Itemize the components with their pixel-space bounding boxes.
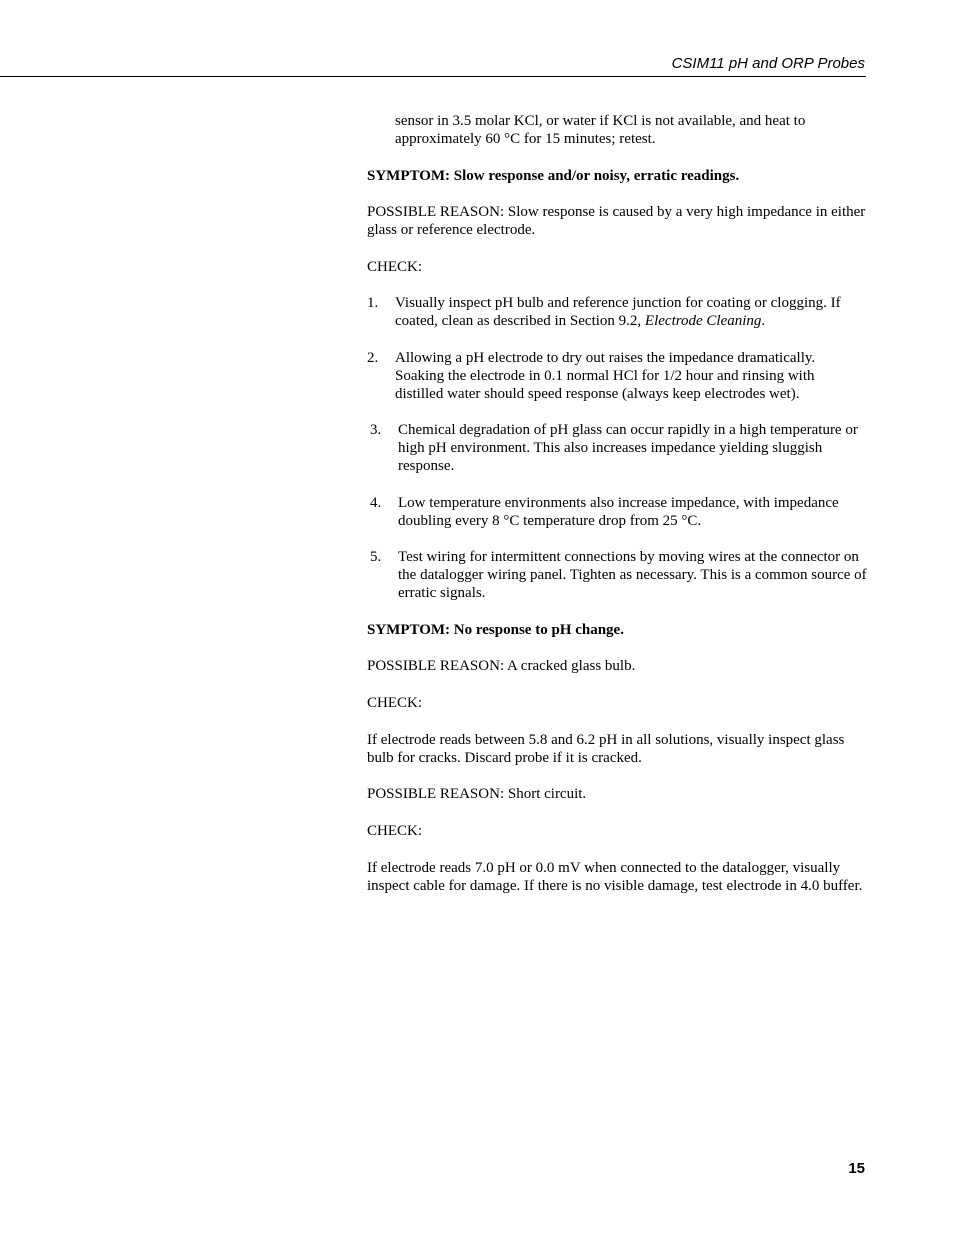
list-number: 3. (370, 422, 382, 438)
symptom-heading: SYMPTOM: No response to pH change. (367, 622, 624, 638)
possible-reason: POSSIBLE REASON: Slow response is caused by a very high impedance in either glass or reference electrode. (367, 204, 866, 238)
list-text-main: Visually inspect pH bulb and reference junction for coating or clogging. If coated, clean as described in Section 9.2, (395, 295, 841, 329)
continued-paragraph: sensor in 3.5 molar KCl, or water if KCl is not available, and heat to approximately 60 °C for 15 minutes; retest. (395, 113, 806, 147)
possible-reason: POSSIBLE REASON: Short circuit. (367, 786, 587, 802)
list-number: 2. (367, 350, 379, 366)
list-number: 4. (370, 495, 382, 511)
check-paragraph: If electrode reads 7.0 pH or 0.0 mV when connected to the datalogger, visually inspect cable for damage. If there is no visible damage, test electrode in 4.0 buffer. (367, 860, 863, 894)
list-text-end: . (761, 313, 766, 329)
list-number: 1. (367, 295, 379, 311)
possible-reason: POSSIBLE REASON: A cracked glass bulb. (367, 658, 636, 674)
check-label: CHECK: (367, 259, 423, 275)
list-number: 5. (370, 549, 382, 565)
list-text (395, 294, 866, 330)
section-reference: Electrode Cleaning (644, 313, 762, 329)
check-label: CHECK: (367, 695, 423, 711)
page-number: 15 (848, 1160, 865, 1177)
symptom-heading: SYMPTOM: Slow response and/or noisy, erratic readings. (367, 168, 740, 184)
header-rule (0, 76, 866, 77)
list-text: Test wiring for intermittent connections by moving wires at the connector on the datalogger wiring panel. Tighten as necessary. This is a common source of erratic signals. (398, 549, 867, 601)
check-paragraph: If electrode reads between 5.8 and 6.2 pH in all solutions, visually inspect glass bulb for cracks. Discard probe if it is cracked. (367, 732, 845, 766)
list-text: Chemical degradation of pH glass can occur rapidly in a high temperature or high pH environment. This also increases impedance yielding sluggish response. (398, 422, 858, 474)
running-header: CSIM11 pH and ORP Probes (671, 55, 865, 72)
list-text: Allowing a pH electrode to dry out raises the impedance dramatically. Soaking the electrode in 0.1 normal HCl for 1/2 hour and rinsing with distilled water should speed response (always keep electrodes wet). (395, 350, 816, 402)
check-label: CHECK: (367, 823, 423, 839)
list-text: Low temperature environments also increase impedance, with impedance doubling every 8 °C temperature drop from 25 °C. (398, 495, 839, 529)
